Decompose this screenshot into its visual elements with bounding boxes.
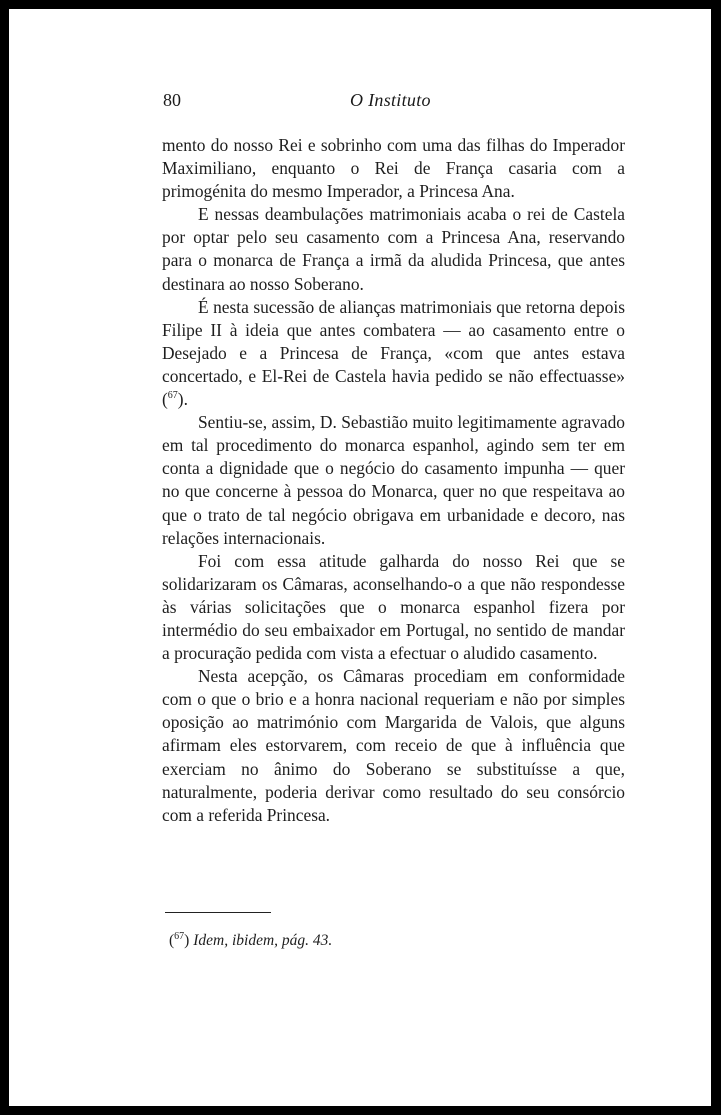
paragraph — [162, 203, 625, 295]
paragraph-text: Sentiu-se, assim, D. Sebastião muito legitimamente agravado em tal procedimento do monarca espanhol, agindo sem ter em conta a dignidade que o negócio do casamento impunha — quer no que concerne à pessoa do Monarca, quer no que respeitava ao que o trato de tal negócio obrigava em urbanidade e decoro, nas relações internacionais. — [162, 412, 625, 548]
footnote-divider — [165, 912, 271, 913]
footnote-citation: Idem, ibidem, — [193, 932, 279, 949]
paragraph-text: É nesta sucessão de alianças matrimoniais que retorna depois Filipe II à ideia que antes combatera — ao casamento entre o Desejado e a Princesa de França, «com que antes estava concertado, e El-Rei de Castela havia pedido se não effectuasse» ( — [162, 296, 625, 410]
paragraph — [162, 296, 625, 411]
page-header — [163, 90, 624, 114]
paragraph-text: E nessas deambulações matrimoniais acaba o rei de Castela por optar pelo seu casamento com a Princesa Ana, reservando para o monarca de França a irmã da aludida Princesa, que antes destinara ao nosso Soberano. — [162, 204, 625, 294]
paragraph — [162, 134, 625, 203]
paragraph — [162, 665, 625, 827]
paragraph-text: Foi com essa atitude galharda do nosso Rei que se solidarizaram os Câmaras, aconselhando-o a que não respondesse às várias solicitações que o monarca espanhol fizera por intermédio do seu embaixador em Portugal, no sentido de mandar a procuração pedida com vista a efectuar o aludido casamento. — [162, 550, 625, 664]
footnote-paren-close: ) — [184, 932, 190, 949]
footnote — [169, 931, 619, 951]
paragraph-text: mento do nosso Rei e sobrinho com uma das filhas do Imperador Maximiliano, enquanto o Rei de França casaria com a primogénita do mesmo Imperador, a Princesa Ana. — [162, 135, 625, 202]
paragraph — [162, 411, 625, 550]
footnote-paren-open: ( — [169, 932, 175, 949]
footnote-page: pág. 43. — [281, 932, 333, 949]
footnote-number: 67 — [174, 930, 185, 942]
footnote-reference: 67 — [167, 390, 178, 402]
paragraph-text-end: ). — [177, 389, 188, 410]
book-page — [9, 9, 711, 1106]
paragraph — [162, 550, 625, 665]
running-title: O Instituto — [350, 90, 431, 110]
page-number: 80 — [163, 90, 181, 110]
body-text — [162, 134, 625, 827]
paragraph-text: Nesta acepção, os Câmaras procediam em conformidade com o que o brio e a honra nacional requeriam e não por simples oposição ao matrimónio com Margarida de Valois, que alguns afirmam eles estorvarem, com receio de que à influência que exerciam no ânimo do Soberano se substituísse a que, naturalmente, poderia derivar como resultado do seu consórcio com a referida Princesa. — [162, 666, 625, 825]
